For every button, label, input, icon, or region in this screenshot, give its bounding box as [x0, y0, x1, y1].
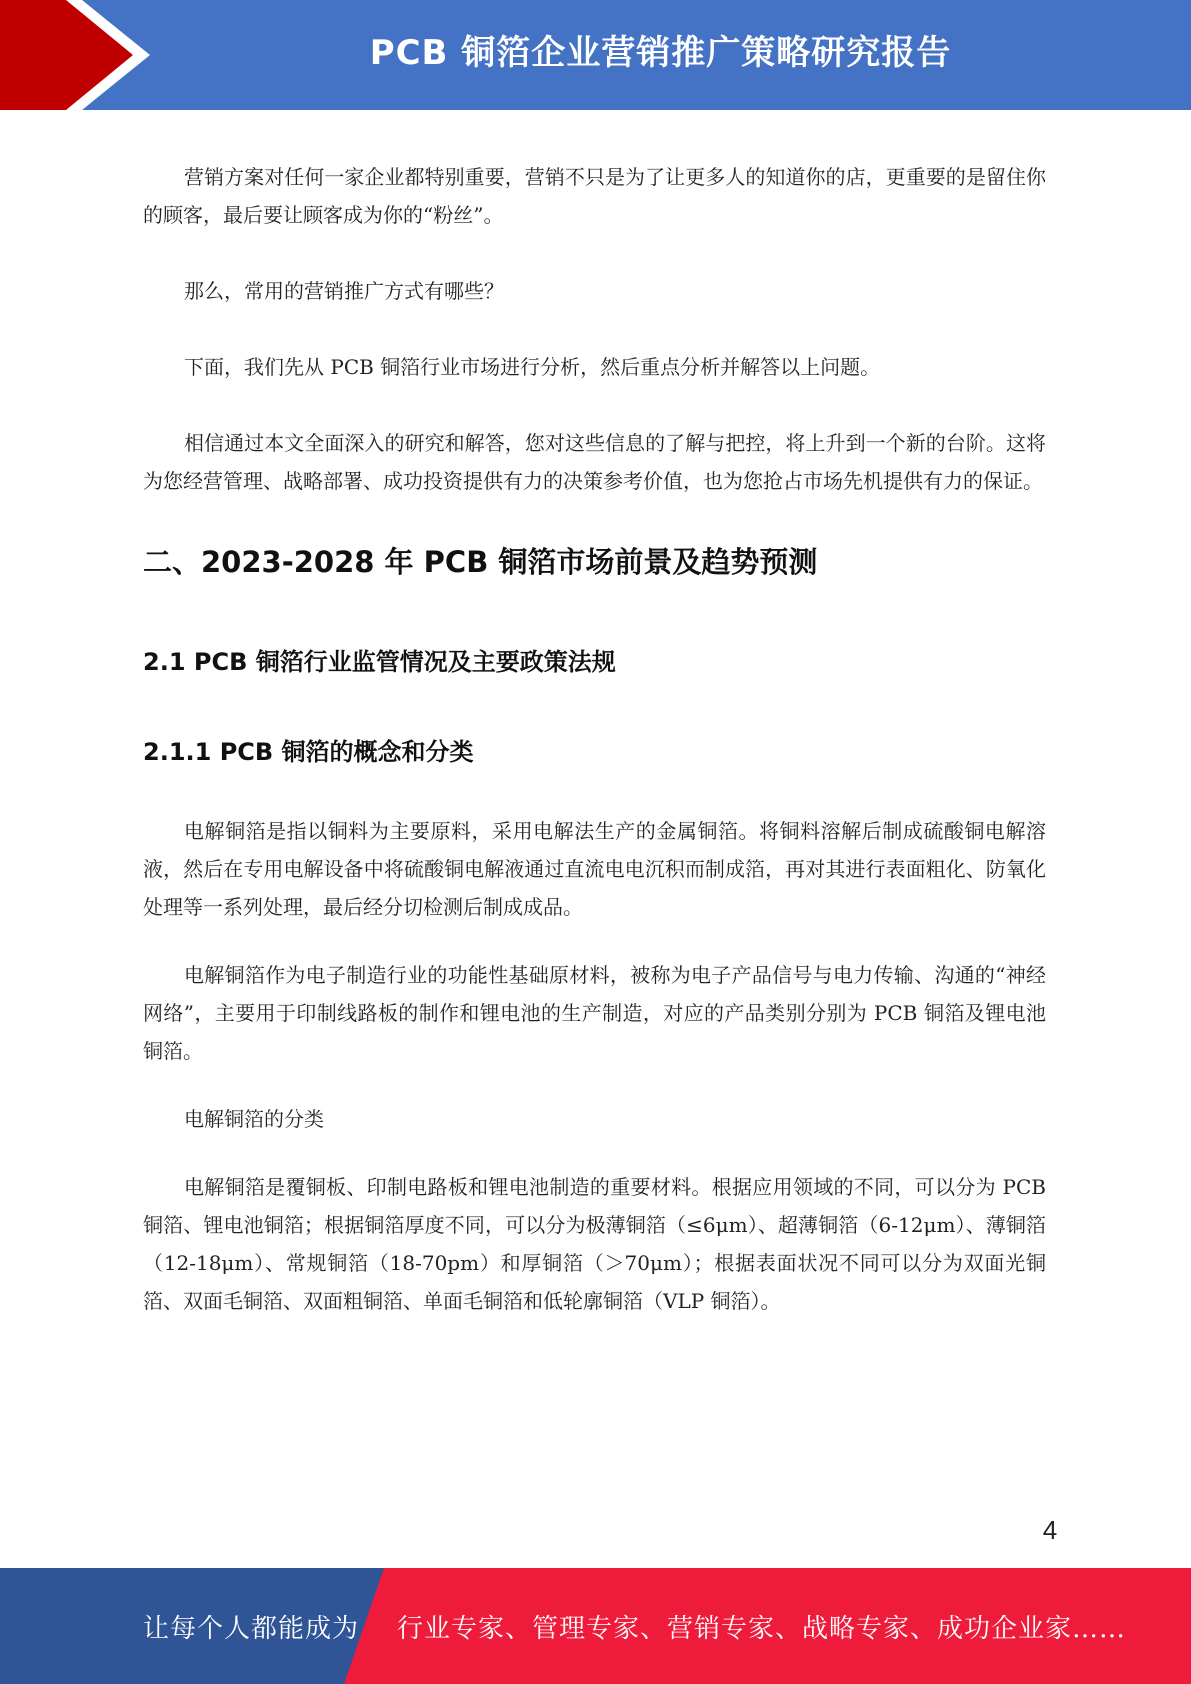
page-content [143, 158, 1046, 1320]
body-paragraph-2: 电解铜箔作为电子制造行业的功能性基础原材料，被称为电子产品信号与电力传输、沟通的“神经网络”，主要用于印制线路板的制作和锂电池的生产制造，对应的产品类别分别为 PCB 铜箔及锂电池铜箔。 [143, 963, 1046, 1063]
section-heading: 二、2023-2028 年 PCB 铜箔市场前景及趋势预测 [143, 545, 818, 579]
footer-slogan-right: 行业专家、管理专家、营销专家、战略专家、成功企业家…… [397, 1614, 1127, 1644]
intro-paragraph-3: 下面，我们先从 PCB 铜箔行业市场进行分析，然后重点分析并解答以上问题。 [184, 355, 881, 379]
page-header [0, 0, 1191, 110]
intro-paragraph-2: 那么，常用的营销推广方式有哪些？ [184, 279, 504, 303]
body-paragraph-4: 电解铜箔是覆铜板、印制电路板和锂电池制造的重要材料。根据应用领域的不同，可以分为 PCB 铜箔、锂电池铜箔；根据铜箔厚度不同，可以分为极薄铜箔（≤6μm）、超薄铜箔（6-12μm）、薄铜箔（12-18μm）、常规铜箔（18-70pm）和厚铜箔（＞70μm）；根据表面状况不同可以分为双面光铜箔、双面毛铜箔、双面粗铜箔、单面毛铜箔和低轮廓铜箔（VLP 铜箔）。 [143, 1175, 1046, 1313]
subsubsection-heading: 2.1.1 PCB 铜箔的概念和分类 [143, 738, 474, 766]
footer-slogan-left: 让每个人都能成为 [143, 1614, 360, 1644]
intro-paragraph-4: 相信通过本文全面深入的研究和解答，您对这些信息的了解与把控，将上升到一个新的台阶。这将为您经营管理、战略部署、成功投资提供有力的决策参考价值，也为您抢占市场先机提供有力的保证。 [143, 431, 1046, 493]
page-footer [0, 1568, 1191, 1684]
intro-paragraph-1: 营销方案对任何一家企业都特别重要，营销不只是为了让更多人的知道你的店，更重要的是留住你的顾客，最后要让顾客成为你的“粉丝”。 [143, 165, 1046, 227]
document-title: PCB 铜箔企业营销推广策略研究报告 [369, 33, 952, 73]
page-number: 4 [1042, 1515, 1058, 1545]
subsection-heading: 2.1 PCB 铜箔行业监管情况及主要政策法规 [143, 648, 616, 676]
body-paragraph-3: 电解铜箔的分类 [184, 1107, 324, 1131]
header-arrow-icon [0, 0, 160, 110]
body-paragraph-1: 电解铜箔是指以铜料为主要原料，采用电解法生产的金属铜箔。将铜料溶解后制成硫酸铜电解溶液，然后在专用电解设备中将硫酸铜电解液通过直流电电沉积而制成箔，再对其进行表面粗化、防氧化处理等一系列处理，最后经分切检测后制成成品。 [143, 819, 1046, 919]
